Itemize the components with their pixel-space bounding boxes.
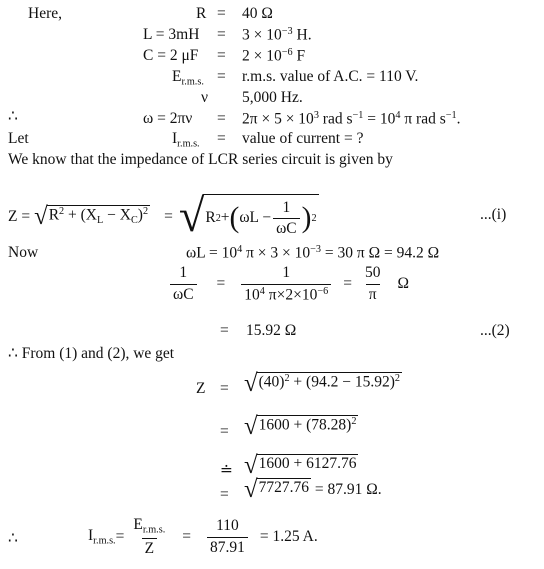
here-label: Here,	[28, 5, 62, 22]
equals: =	[220, 380, 229, 397]
equals: =	[217, 47, 226, 64]
nu-value: 5,000 Hz.	[242, 89, 303, 106]
omegaC-calc: $\frac{1}{\omega C}$ = $\frac{1}{10^4 \pi\times 2\times 10^{-6}}$ = $\frac{50}{\pi}$ Ω	[168, 264, 409, 305]
C-value: $2 \times 10^{-6}$ F	[242, 47, 306, 65]
E-rms-symbol: $E_{r.m.s.}$	[172, 68, 204, 88]
I-rms-value: value of current = ?	[242, 130, 364, 147]
E-rms-value: r.m.s. value of A.C. = 110 V.	[242, 68, 419, 85]
therefore-symbol: ∴	[8, 108, 18, 125]
sqrt-1: √ $R^2 + (X_L - X_C)^2$	[34, 202, 149, 230]
equals: =	[220, 322, 229, 339]
fraction-50-over-pi: $\frac{50}{\pi}$	[364, 264, 381, 303]
omegaC-result: 15.92 Ω	[246, 322, 297, 339]
sqrt-2: √ R 2 + ( ωL − $\frac{1}{\omega C}$ ) 2	[178, 191, 317, 242]
let-label: Let	[8, 130, 29, 147]
equals: =	[217, 130, 226, 147]
omegaL-calc: $\omega L = 10^4$ $\pi \times 3 \times 10^{-3} = 30$ π Ω = 94.2 Ω	[186, 244, 440, 262]
omega-value: $2\pi \times 5 \times 10^3$ rad $s^{-1} = 10^4$ π rad $s^{-1}$.	[242, 110, 461, 128]
equals: =	[217, 5, 226, 22]
equals: =	[217, 110, 226, 127]
equals: =	[217, 26, 226, 43]
C-given: C = 2 μF	[143, 47, 199, 64]
equation-label-1: ...(i)	[480, 206, 507, 223]
now-label: Now	[8, 244, 39, 261]
fraction-numeric: $\frac{1}{10^4 \pi\times 2\times 10^{-6}}$	[241, 264, 331, 305]
impedance-intro: We know that the impedance of LCR series circuit is given by	[8, 151, 393, 168]
I-rms-symbol: $I_{r.m.s.}$	[172, 130, 200, 150]
Z-symbol: Z	[196, 380, 206, 397]
fraction-E-over-Z: $\frac{E_{r.m.s.}}{Z}$	[133, 516, 166, 557]
R-value: 40 Ω	[242, 5, 273, 22]
fraction-1-over-omegaC: $\frac{1}{\omega C}$	[273, 199, 300, 239]
fraction-1-over-omegaC: $\frac{1}{\omega C}$	[170, 264, 197, 304]
equals: =	[220, 423, 229, 440]
sqrt-step-2: √ $1600 + (78.28)^2$	[244, 413, 357, 440]
omega-given: ω = 2πν	[143, 110, 193, 127]
sqrt-step-3: √ 1600 + 6127.76	[244, 452, 357, 479]
nu-symbol: ν	[201, 89, 209, 106]
approx-equals: ≐	[220, 462, 233, 479]
equation-label-2: ...(2)	[480, 322, 510, 339]
equals: =	[217, 68, 226, 85]
L-value: $3 \times 10^{-3}$ H.	[242, 26, 312, 44]
equals: =	[220, 486, 229, 503]
from-statement: ∴ From (1) and (2), we get	[8, 345, 175, 362]
fraction-110-over-87.91: $\frac{110}{87.91}$	[207, 517, 248, 557]
sqrt-step-4: √ 7727.76 = 87.91 Ω.	[244, 476, 382, 503]
impedance-formula: Z = √ $R^2 + (X_L - X_C)^2$ = √ R 2 + ( ωL − $\frac{1}{\omega C}$ ) 2	[8, 191, 317, 242]
R-symbol: R	[196, 5, 207, 22]
current-calc: $I_{r.m.s.}$ = $\frac{E_{r.m.s.}}{Z}$ = $\frac{110}{87.91}$ = 1.25 A.	[88, 516, 318, 557]
sqrt-step-1: √ $(40)^2 + (94.2 - 15.92)^2$	[244, 370, 400, 397]
therefore-symbol: ∴	[8, 530, 18, 547]
L-given: L = 3mH	[143, 26, 200, 43]
